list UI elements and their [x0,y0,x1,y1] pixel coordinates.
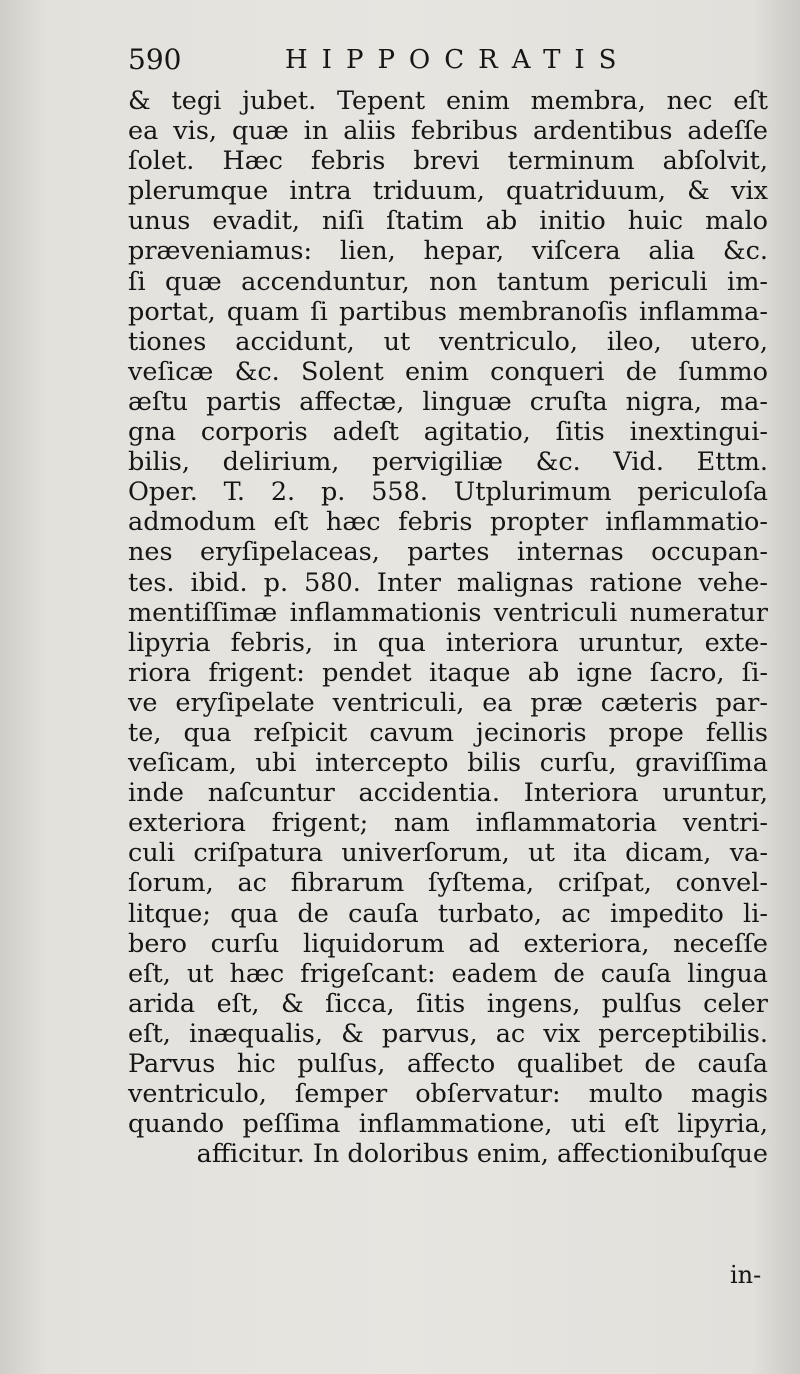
text-line: lipyria febris, in qua interiora uruntur, exte- [128,627,768,658]
text-line: eſt, inæqualis, & parvus, ac vix perceptibilis. [128,1018,768,1049]
running-head: HIPPOCRATIS [285,45,631,75]
text-line: tes. ibid. p. 580. Inter malignas ratione vehe- [128,567,768,598]
text-line: ſorum, ac fibrarum ſyſtema, criſpat, convel- [128,868,768,899]
text-line: eſt, ut hæc frigeſcant: eadem de cauſa lingua [128,958,768,989]
text-line: quando peſſima inflammatione, uti eſt lipyria, [128,1109,768,1140]
text-line: gna corporis adeſt agitatio, ſitis inextingui- [128,417,768,448]
text-line: exteriora frigent; nam inflammatoria ventri- [128,808,768,839]
text-line: nes eryſipelaceas, partes internas occupan- [128,537,768,568]
text-line: bero curſu liquidorum ad exteriora, neceſſe [128,928,768,959]
text-line: plerumque intra triduum, quatriduum, & vix [128,176,768,207]
text-line: portat, quam ſi partibus membranoſis inflamma- [128,296,768,327]
catchword: in- [730,1261,762,1289]
text-line: Parvus hic pulſus, affecto qualibet de cauſa [128,1049,768,1079]
text-line: ve eryſipelate ventriculi, ea præ cæteris par- [128,687,768,718]
text-line: admodum eſt hæc febris propter inflammatio- [128,507,768,538]
body-text [128,86,768,1169]
text-line: & tegi jubet. Tepent enim membra, nec eſt [128,86,768,116]
text-line: unus evadit, niſi ſtatim ab initio huic malo [128,206,768,237]
text-line: te, qua reſpicit cavum jecinoris prope fellis [128,717,768,748]
text-line: bilis, delirium, pervigiliæ &c. Vid. Ettm. [128,447,768,478]
text-line: afficitur. In doloribus enim, affectionibuſque [196,1139,768,1170]
text-line: culi criſpatura univerſorum, ut ita dicam, va- [128,838,768,869]
text-line: tiones accidunt, ut ventriculo, ileo, utero, [128,326,768,357]
text-line: ſi quæ accenduntur, non tantum periculi im- [128,266,768,297]
text-line: inde naſcuntur accidentia. Interiora uruntur, [128,778,768,809]
text-line: præveniamus: lien, hepar, viſcera alia &c. [128,236,768,267]
text-line: riora frigent: pendet itaque ab igne ſacro, ſi- [128,657,768,688]
text-line: litque; qua de cauſa turbato, ac impedito li- [128,898,768,929]
text-line: mentiſſimæ inflammationis ventriculi numeratur [128,597,768,628]
text-line: veſicam, ubi intercepto bilis curſu, graviſſima [128,748,768,779]
text-line: æſtu partis affectæ, linguæ cruſta nigra, ma- [128,386,768,417]
text-line: arida eſt, & ſicca, ſitis ingens, pulſus celer [128,988,768,1019]
text-line: veſicæ &c. Solent enim conqueri de ſummo [128,356,768,387]
text-line: ſolet. Hæc febris brevi terminum abſolvit, [128,146,768,177]
page-header [128,40,688,80]
text-line: ventriculo, ſemper obſervatur: multo magis [128,1079,768,1110]
text-line: ea vis, quæ in aliis febribus ardentibus adeſſe [128,116,768,147]
text-line: Oper. T. 2. p. 558. Utplurimum periculoſa [128,477,768,508]
page-number: 590 [128,43,182,76]
